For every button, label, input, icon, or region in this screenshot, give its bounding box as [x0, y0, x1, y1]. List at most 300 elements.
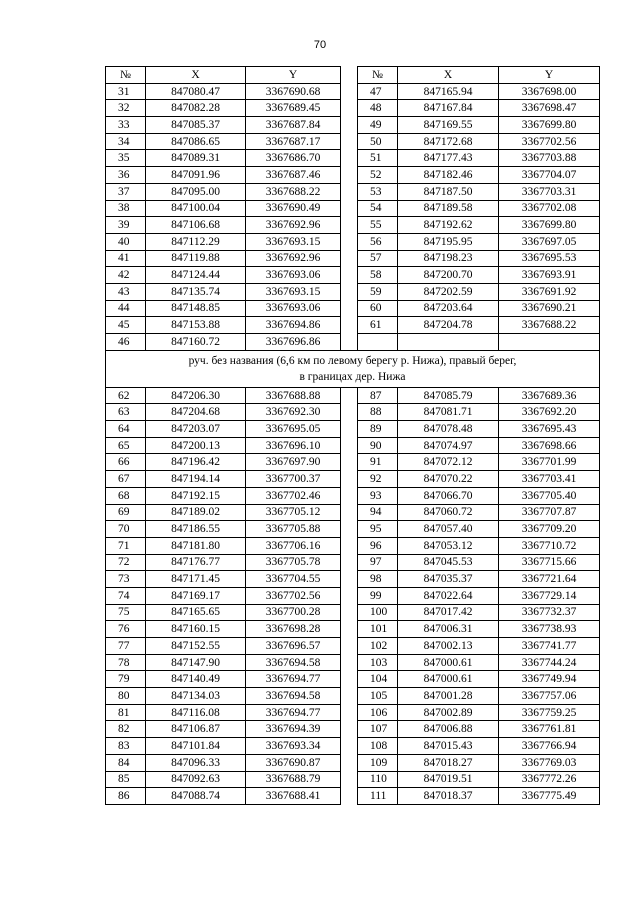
- table-row: [106, 504, 600, 521]
- x-right-cell: 847053.12: [398, 537, 499, 554]
- point-num-left-cell: 82: [106, 721, 146, 738]
- table-row: [106, 487, 600, 504]
- y-right-cell: 3367697.05: [499, 233, 600, 250]
- point-num-right-cell: 108: [358, 738, 398, 755]
- point-num-left-cell: 35: [106, 150, 146, 167]
- y-left-cell: 3367688.22: [246, 183, 341, 200]
- x-left-cell: 847106.87: [146, 721, 246, 738]
- x-right-cell: 847085.79: [398, 387, 499, 404]
- table-row: [106, 587, 600, 604]
- section-note-line-1: руч. без названия (6,6 км по левому берегу р. Нижа), правый берег,: [188, 354, 517, 367]
- table-row: [106, 233, 600, 250]
- table-row: [106, 183, 600, 200]
- x-left-cell: 847160.15: [146, 621, 246, 638]
- column-gap: [341, 688, 358, 705]
- table-row: [106, 83, 600, 100]
- x-left-cell: 847082.28: [146, 100, 246, 117]
- point-num-left-cell: 85: [106, 771, 146, 788]
- y-left-cell: 3367693.06: [246, 267, 341, 284]
- point-num-left-cell: 80: [106, 688, 146, 705]
- table-row: [106, 317, 600, 334]
- table-row: [106, 738, 600, 755]
- y-right-cell: 3367690.21: [499, 300, 600, 317]
- column-gap: [341, 654, 358, 671]
- x-left-cell: 847116.08: [146, 704, 246, 721]
- column-gap: [341, 387, 358, 404]
- x-left-cell: 847100.04: [146, 200, 246, 217]
- column-gap: [341, 117, 358, 134]
- y-left-cell: 3367693.06: [246, 300, 341, 317]
- x-left-cell: 847203.07: [146, 421, 246, 438]
- y-left-cell: 3367706.16: [246, 537, 341, 554]
- y-left-cell: 3367696.57: [246, 638, 341, 655]
- x-left-cell: 847119.88: [146, 250, 246, 267]
- x-left-cell: 847200.13: [146, 437, 246, 454]
- column-gap: [341, 217, 358, 234]
- x-right-cell: 847200.70: [398, 267, 499, 284]
- point-num-left-cell: 64: [106, 421, 146, 438]
- x-right-cell: 847000.61: [398, 671, 499, 688]
- table-row: [106, 300, 600, 317]
- column-gap: [341, 454, 358, 471]
- point-num-right-cell: 55: [358, 217, 398, 234]
- column-gap: [341, 404, 358, 421]
- x-left-cell: 847171.45: [146, 571, 246, 588]
- x-right-cell: 847204.78: [398, 317, 499, 334]
- table-row: [106, 200, 600, 217]
- y-right-cell: 3367715.66: [499, 554, 600, 571]
- block-1-rows: [106, 83, 600, 350]
- y-right-cell: 3367741.77: [499, 638, 600, 655]
- y-left-cell: 3367705.88: [246, 521, 341, 538]
- y-right-cell: 3367698.00: [499, 83, 600, 100]
- table-row: [106, 404, 600, 421]
- point-num-right-cell: 91: [358, 454, 398, 471]
- x-right-cell: 847081.71: [398, 404, 499, 421]
- point-num-left-cell: 65: [106, 437, 146, 454]
- y-right-cell: 3367699.80: [499, 217, 600, 234]
- column-gap: [341, 571, 358, 588]
- column-gap: [341, 421, 358, 438]
- y-right-cell: 3367732.37: [499, 604, 600, 621]
- y-left-cell: 3367697.90: [246, 454, 341, 471]
- point-num-right-cell: 50: [358, 133, 398, 150]
- y-left-cell: 3367700.28: [246, 604, 341, 621]
- y-right-cell: 3367692.20: [499, 404, 600, 421]
- x-left-cell: 847112.29: [146, 233, 246, 250]
- point-num-right-cell: 87: [358, 387, 398, 404]
- table-row: [106, 283, 600, 300]
- y-left-cell: 3367694.86: [246, 317, 341, 334]
- x-left-cell: 847206.30: [146, 387, 246, 404]
- y-right-cell: 3367761.81: [499, 721, 600, 738]
- point-num-left-cell: 71: [106, 537, 146, 554]
- column-gap: [341, 167, 358, 184]
- column-gap: [341, 334, 358, 351]
- point-num-left-cell: 33: [106, 117, 146, 134]
- header-x-left: X: [146, 67, 246, 84]
- y-left-cell: 3367704.55: [246, 571, 341, 588]
- column-gap: [341, 250, 358, 267]
- point-num-right-cell: 100: [358, 604, 398, 621]
- point-num-right-cell: 93: [358, 487, 398, 504]
- point-num-left-cell: 34: [106, 133, 146, 150]
- table-row: [106, 454, 600, 471]
- table-row: [106, 554, 600, 571]
- x-right-cell: 847000.61: [398, 654, 499, 671]
- x-right-cell: 847015.43: [398, 738, 499, 755]
- y-left-cell: 3367694.77: [246, 704, 341, 721]
- y-left-cell: 3367687.46: [246, 167, 341, 184]
- y-left-cell: 3367694.58: [246, 688, 341, 705]
- table-row: [106, 167, 600, 184]
- table-row: [106, 334, 600, 351]
- point-num-right-cell: 53: [358, 183, 398, 200]
- table-row: [106, 571, 600, 588]
- x-left-cell: 847092.63: [146, 771, 246, 788]
- y-left-cell: 3367702.56: [246, 587, 341, 604]
- table-row: [106, 437, 600, 454]
- point-num-right-cell: 98: [358, 571, 398, 588]
- table-row: [106, 100, 600, 117]
- header-x-right: X: [398, 67, 499, 84]
- point-num-left-cell: 43: [106, 283, 146, 300]
- point-num-left-cell: 78: [106, 654, 146, 671]
- table-row: [106, 721, 600, 738]
- column-gap: [341, 471, 358, 488]
- table-row: [106, 150, 600, 167]
- column-gap: [341, 721, 358, 738]
- y-right-cell: 3367688.22: [499, 317, 600, 334]
- column-gap: [341, 233, 358, 250]
- x-right-cell: 847177.43: [398, 150, 499, 167]
- point-num-left-cell: 74: [106, 587, 146, 604]
- table-row: [106, 604, 600, 621]
- table-row: [106, 671, 600, 688]
- point-num-right-cell: 110: [358, 771, 398, 788]
- y-right-cell: 3367691.92: [499, 283, 600, 300]
- point-num-right-cell: 96: [358, 537, 398, 554]
- x-right-cell: 847018.27: [398, 754, 499, 771]
- point-num-right-cell: 102: [358, 638, 398, 655]
- column-gap: [341, 267, 358, 284]
- point-num-left-cell: 39: [106, 217, 146, 234]
- point-num-right-cell: 54: [358, 200, 398, 217]
- column-gap: [341, 738, 358, 755]
- table-row: [106, 621, 600, 638]
- point-num-left-cell: 81: [106, 704, 146, 721]
- table-row: [106, 421, 600, 438]
- y-right-cell: 3367702.08: [499, 200, 600, 217]
- point-num-right-cell: 59: [358, 283, 398, 300]
- point-num-left-cell: 83: [106, 738, 146, 755]
- point-num-right-cell: 97: [358, 554, 398, 571]
- point-num-right-cell: 111: [358, 788, 398, 805]
- table-row: [106, 267, 600, 284]
- point-num-right-cell: 89: [358, 421, 398, 438]
- column-gap: [341, 754, 358, 771]
- table-row: [106, 771, 600, 788]
- x-left-cell: 847134.03: [146, 688, 246, 705]
- point-num-left-cell: 63: [106, 404, 146, 421]
- point-num-right-cell: 57: [358, 250, 398, 267]
- point-num-left-cell: 73: [106, 571, 146, 588]
- y-left-cell: 3367689.45: [246, 100, 341, 117]
- x-right-cell: 847006.88: [398, 721, 499, 738]
- y-right-cell: 3367703.41: [499, 471, 600, 488]
- point-num-right-cell: 52: [358, 167, 398, 184]
- x-left-cell: 847140.49: [146, 671, 246, 688]
- point-num-right-cell: 92: [358, 471, 398, 488]
- point-num-left-cell: 84: [106, 754, 146, 771]
- y-left-cell: 3367705.78: [246, 554, 341, 571]
- x-right-cell: 847189.58: [398, 200, 499, 217]
- x-left-cell: 847176.77: [146, 554, 246, 571]
- y-left-cell: 3367696.10: [246, 437, 341, 454]
- point-num-left-cell: 76: [106, 621, 146, 638]
- column-gap: [341, 587, 358, 604]
- table-row: [106, 133, 600, 150]
- x-right-cell: 847074.97: [398, 437, 499, 454]
- point-num-right-cell: 109: [358, 754, 398, 771]
- point-num-left-cell: 67: [106, 471, 146, 488]
- table-header-row: [106, 67, 600, 84]
- y-left-cell: 3367692.96: [246, 250, 341, 267]
- column-gap: [341, 537, 358, 554]
- point-num-right-cell: 103: [358, 654, 398, 671]
- x-right-cell: 847002.13: [398, 638, 499, 655]
- column-gap: [341, 83, 358, 100]
- point-num-left-cell: 62: [106, 387, 146, 404]
- x-left-cell: 847124.44: [146, 267, 246, 284]
- y-right-cell: 3367729.14: [499, 587, 600, 604]
- y-left-cell: 3367702.46: [246, 487, 341, 504]
- point-num-left-cell: 37: [106, 183, 146, 200]
- x-right-cell: 847172.68: [398, 133, 499, 150]
- y-right-cell: 3367689.36: [499, 387, 600, 404]
- column-gap: [341, 150, 358, 167]
- y-right-cell: 3367738.93: [499, 621, 600, 638]
- x-left-cell: 847101.84: [146, 738, 246, 755]
- y-right-cell: 3367695.43: [499, 421, 600, 438]
- point-num-right-cell: 101: [358, 621, 398, 638]
- point-num-right-cell: 58: [358, 267, 398, 284]
- column-gap: [341, 183, 358, 200]
- y-right-cell: 3367769.03: [499, 754, 600, 771]
- point-num-left-cell: 72: [106, 554, 146, 571]
- y-right-cell: 3367709.20: [499, 521, 600, 538]
- x-left-cell: 847153.88: [146, 317, 246, 334]
- y-right-cell: 3367699.80: [499, 117, 600, 134]
- y-left-cell: 3367688.41: [246, 788, 341, 805]
- y-left-cell: 3367693.34: [246, 738, 341, 755]
- y-left-cell: 3367694.39: [246, 721, 341, 738]
- y-left-cell: 3367693.15: [246, 283, 341, 300]
- point-num-left-cell: 44: [106, 300, 146, 317]
- point-num-right-cell: 107: [358, 721, 398, 738]
- x-right-cell: 847198.23: [398, 250, 499, 267]
- x-left-cell: 847085.37: [146, 117, 246, 134]
- y-right-cell: 3367705.40: [499, 487, 600, 504]
- table-row: [106, 387, 600, 404]
- x-right-cell: 847078.48: [398, 421, 499, 438]
- y-left-cell: 3367687.17: [246, 133, 341, 150]
- x-left-cell: 847165.65: [146, 604, 246, 621]
- x-left-cell: 847186.55: [146, 521, 246, 538]
- y-right-cell: 3367757.06: [499, 688, 600, 705]
- point-num-left-cell: 45: [106, 317, 146, 334]
- y-left-cell: 3367694.77: [246, 671, 341, 688]
- x-left-cell: 847106.68: [146, 217, 246, 234]
- point-num-right-cell: 99: [358, 587, 398, 604]
- section-note-row: [106, 350, 600, 387]
- column-gap: [341, 67, 358, 84]
- column-gap: [341, 554, 358, 571]
- y-right-cell: 3367775.49: [499, 788, 600, 805]
- point-num-left-cell: 41: [106, 250, 146, 267]
- x-right-cell: [398, 334, 499, 351]
- x-left-cell: 847204.68: [146, 404, 246, 421]
- y-left-cell: 3367690.49: [246, 200, 341, 217]
- x-right-cell: 847045.53: [398, 554, 499, 571]
- y-left-cell: 3367690.68: [246, 83, 341, 100]
- point-num-right-cell: 94: [358, 504, 398, 521]
- column-gap: [341, 200, 358, 217]
- point-num-right-cell: 61: [358, 317, 398, 334]
- column-gap: [341, 704, 358, 721]
- y-left-cell: 3367698.28: [246, 621, 341, 638]
- table-row: [106, 704, 600, 721]
- point-num-right-cell: 48: [358, 100, 398, 117]
- y-right-cell: 3367766.94: [499, 738, 600, 755]
- table-row: [106, 638, 600, 655]
- y-right-cell: 3367744.24: [499, 654, 600, 671]
- header-num-right: №: [358, 67, 398, 84]
- point-num-left-cell: 36: [106, 167, 146, 184]
- x-right-cell: 847066.70: [398, 487, 499, 504]
- y-right-cell: 3367698.66: [499, 437, 600, 454]
- x-left-cell: 847086.65: [146, 133, 246, 150]
- x-left-cell: 847095.00: [146, 183, 246, 200]
- header-y-right: Y: [499, 67, 600, 84]
- x-right-cell: 847060.72: [398, 504, 499, 521]
- header-num-left: №: [106, 67, 146, 84]
- point-num-right-cell: 88: [358, 404, 398, 421]
- y-left-cell: 3367700.37: [246, 471, 341, 488]
- point-num-right-cell: [358, 334, 398, 351]
- y-right-cell: 3367721.64: [499, 571, 600, 588]
- point-num-left-cell: 66: [106, 454, 146, 471]
- y-right-cell: 3367707.87: [499, 504, 600, 521]
- column-gap: [341, 771, 358, 788]
- x-left-cell: 847089.31: [146, 150, 246, 167]
- column-gap: [341, 621, 358, 638]
- y-right-cell: 3367695.53: [499, 250, 600, 267]
- table-row: [106, 654, 600, 671]
- table-row: [106, 688, 600, 705]
- point-num-right-cell: 104: [358, 671, 398, 688]
- x-left-cell: 847091.96: [146, 167, 246, 184]
- coordinates-table: [105, 66, 600, 805]
- x-right-cell: 847169.55: [398, 117, 499, 134]
- x-right-cell: 847182.46: [398, 167, 499, 184]
- y-left-cell: 3367688.88: [246, 387, 341, 404]
- point-num-right-cell: 90: [358, 437, 398, 454]
- x-right-cell: 847165.94: [398, 83, 499, 100]
- y-right-cell: 3367701.99: [499, 454, 600, 471]
- table-row: [106, 117, 600, 134]
- page-number: 70: [313, 39, 327, 51]
- y-right-cell: 3367703.88: [499, 150, 600, 167]
- point-num-left-cell: 31: [106, 83, 146, 100]
- x-left-cell: 847192.15: [146, 487, 246, 504]
- y-right-cell: 3367693.91: [499, 267, 600, 284]
- column-gap: [341, 788, 358, 805]
- x-left-cell: 847148.85: [146, 300, 246, 317]
- point-num-left-cell: 42: [106, 267, 146, 284]
- point-num-left-cell: 70: [106, 521, 146, 538]
- x-right-cell: 847022.64: [398, 587, 499, 604]
- y-left-cell: 3367692.96: [246, 217, 341, 234]
- table-row: [106, 217, 600, 234]
- point-num-left-cell: 38: [106, 200, 146, 217]
- y-left-cell: 3367688.79: [246, 771, 341, 788]
- x-right-cell: 847035.37: [398, 571, 499, 588]
- x-left-cell: 847147.90: [146, 654, 246, 671]
- x-right-cell: 847017.42: [398, 604, 499, 621]
- x-right-cell: 847019.51: [398, 771, 499, 788]
- column-gap: [341, 283, 358, 300]
- point-num-right-cell: 51: [358, 150, 398, 167]
- y-left-cell: 3367693.15: [246, 233, 341, 250]
- section-note: [106, 350, 600, 387]
- y-right-cell: 3367702.56: [499, 133, 600, 150]
- y-left-cell: 3367690.87: [246, 754, 341, 771]
- x-right-cell: 847187.50: [398, 183, 499, 200]
- table-row: [106, 471, 600, 488]
- header-y-left: Y: [246, 67, 341, 84]
- x-right-cell: 847057.40: [398, 521, 499, 538]
- y-right-cell: [499, 334, 600, 351]
- point-num-right-cell: 95: [358, 521, 398, 538]
- column-gap: [341, 300, 358, 317]
- x-right-cell: 847072.12: [398, 454, 499, 471]
- block-2-rows: [106, 387, 600, 804]
- column-gap: [341, 317, 358, 334]
- x-left-cell: 847160.72: [146, 334, 246, 351]
- table-row: [106, 537, 600, 554]
- x-left-cell: 847189.02: [146, 504, 246, 521]
- point-num-right-cell: 47: [358, 83, 398, 100]
- x-left-cell: 847169.17: [146, 587, 246, 604]
- point-num-left-cell: 77: [106, 638, 146, 655]
- column-gap: [341, 504, 358, 521]
- y-left-cell: 3367695.05: [246, 421, 341, 438]
- table-row: [106, 521, 600, 538]
- x-left-cell: 847080.47: [146, 83, 246, 100]
- point-num-left-cell: 75: [106, 604, 146, 621]
- column-gap: [341, 671, 358, 688]
- column-gap: [341, 604, 358, 621]
- point-num-left-cell: 79: [106, 671, 146, 688]
- y-right-cell: 3367759.25: [499, 704, 600, 721]
- y-left-cell: 3367686.70: [246, 150, 341, 167]
- x-right-cell: 847192.62: [398, 217, 499, 234]
- y-right-cell: 3367772.26: [499, 771, 600, 788]
- x-left-cell: 847096.33: [146, 754, 246, 771]
- x-right-cell: 847018.37: [398, 788, 499, 805]
- point-num-right-cell: 106: [358, 704, 398, 721]
